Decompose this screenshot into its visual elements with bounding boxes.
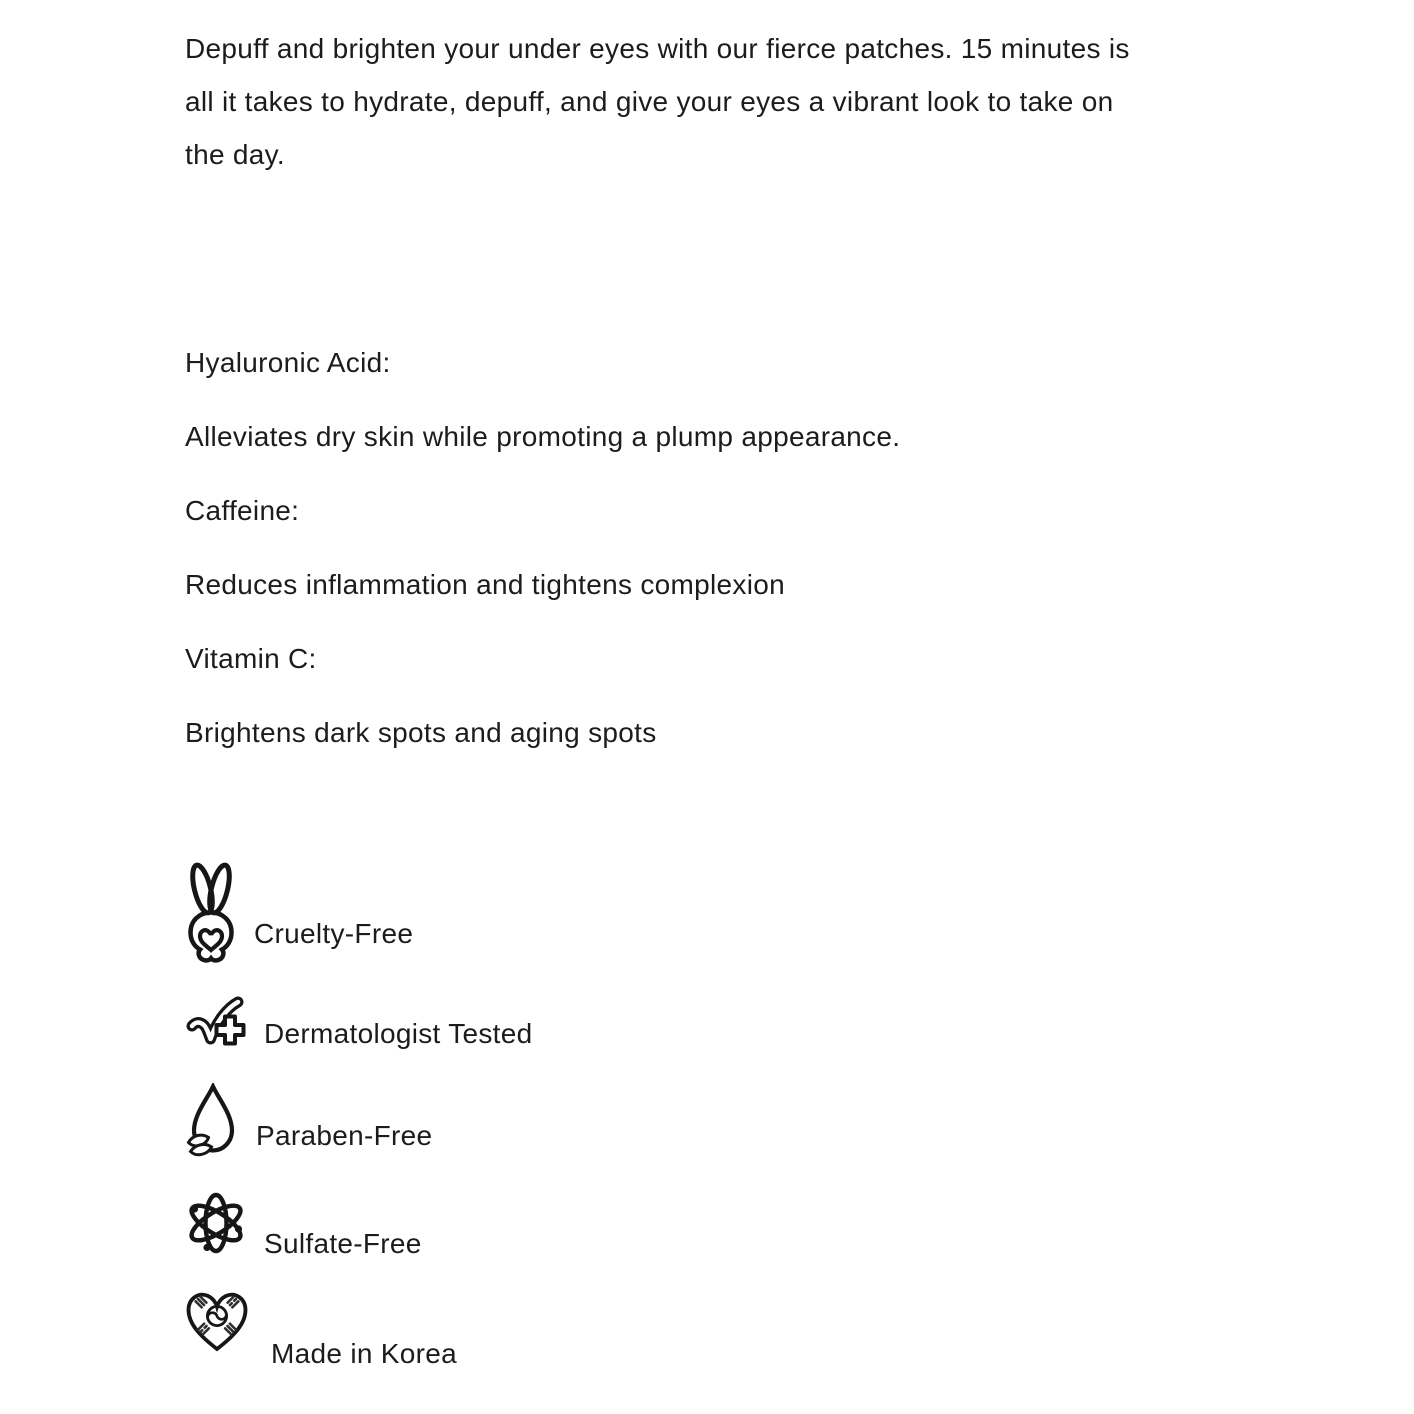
badge-label: Paraben-Free: [256, 1120, 433, 1151]
ingredient-name: Caffeine:: [185, 495, 300, 526]
badge-cruelty-free: [185, 862, 1414, 963]
intro-line: the day.: [185, 139, 285, 170]
ingredient-name: Hyaluronic Acid:: [185, 347, 391, 378]
paraben-free-droplet-leaf-icon: [185, 1083, 239, 1159]
intro-paragraph: [185, 22, 1414, 181]
badge-label: Cruelty-Free: [254, 918, 414, 949]
feature-badges: [185, 862, 1414, 1369]
badge-label: Sulfate-Free: [264, 1228, 422, 1259]
cruelty-free-bunny-icon: [185, 862, 237, 963]
badge-paraben-free: [185, 1083, 1414, 1159]
badge-label: Made in Korea: [271, 1338, 458, 1369]
badge-label: Dermatologist Tested: [264, 1018, 533, 1049]
intro-line: Depuff and brighten your under eyes with our fierce patches. 15 minutes is: [185, 33, 1130, 64]
sulfate-free-atom-icon: [185, 1191, 247, 1255]
badge-dermatologist-tested: [185, 995, 1414, 1051]
intro-line: all it takes to hydrate, depuff, and give your eyes a vibrant look to take on: [185, 86, 1114, 117]
badge-made-in-korea: [185, 1287, 1414, 1369]
dermatologist-tested-check-icon: [185, 995, 247, 1051]
ingredients-list: [185, 336, 1414, 759]
ingredient-benefit: Brightens dark spots and aging spots: [185, 717, 657, 748]
ingredient-name: Vitamin C:: [185, 643, 317, 674]
ingredient-benefit: Alleviates dry skin while promoting a plump appearance.: [185, 421, 901, 452]
ingredient-benefit: Reduces inflammation and tightens complexion: [185, 569, 785, 600]
badge-sulfate-free: [185, 1191, 1414, 1259]
made-in-korea-heart-flag-icon: [185, 1287, 249, 1355]
